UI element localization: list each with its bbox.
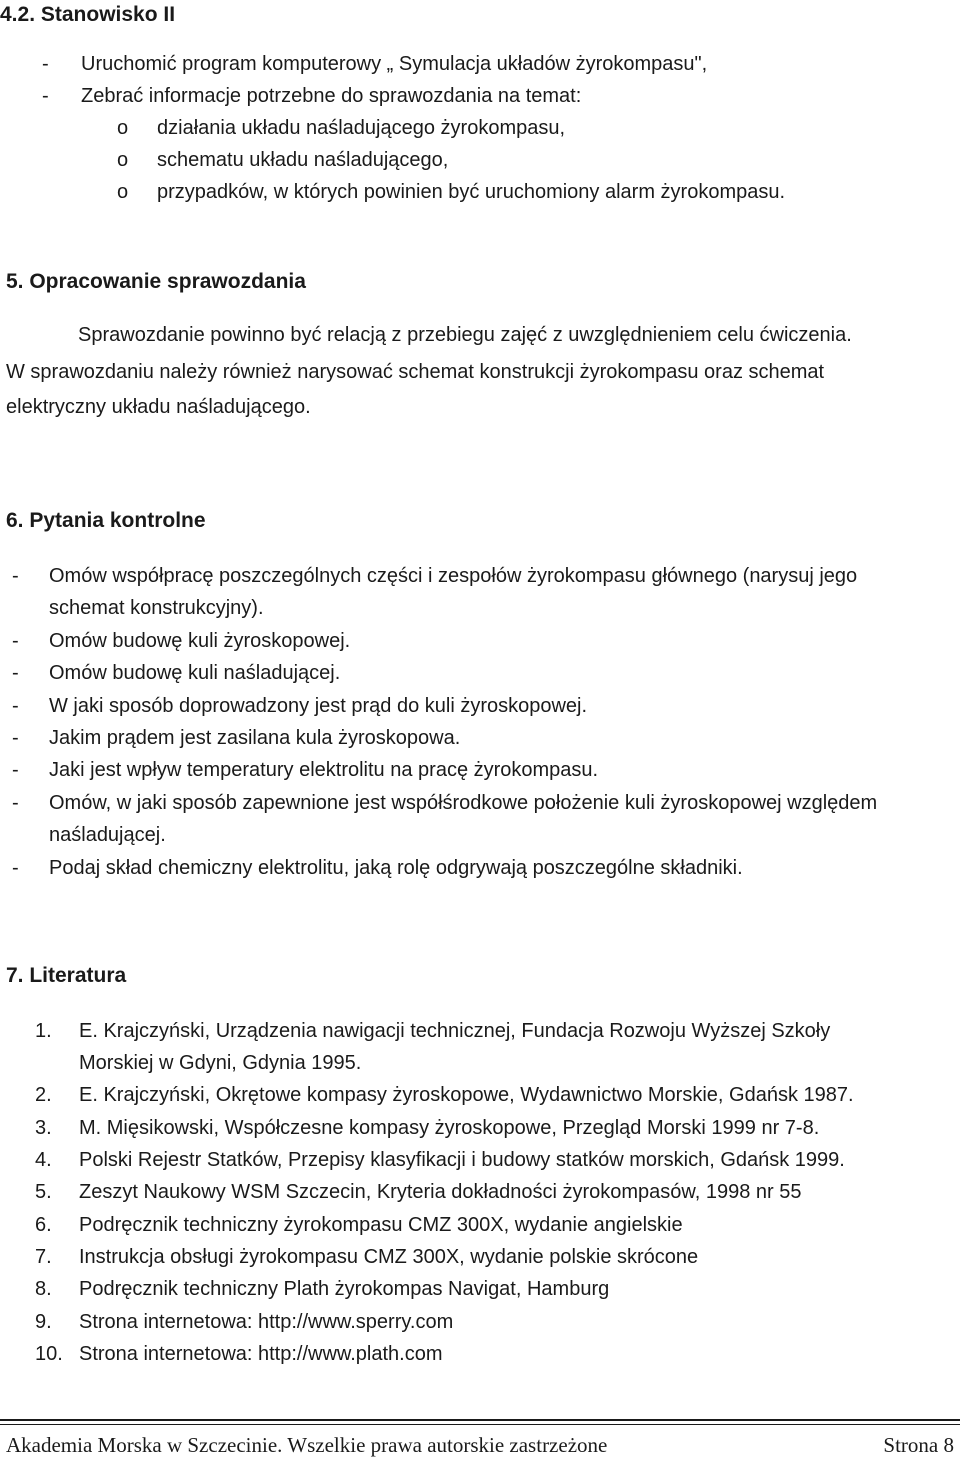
reference-item: Podręcznik techniczny Plath żyrokompas Navigat, Hamburg [79,1278,610,1300]
dash-bullet: - [12,662,19,684]
dash-bullet: - [12,792,19,814]
footer-rule-thin [0,1424,960,1425]
section-4-2-heading: 4.2. Stanowisko II [0,3,176,26]
reference-number: 9. [35,1311,52,1333]
question-item: Omów budowę kuli naśladującej. [49,662,341,684]
reference-item: Zeszyt Naukowy WSM Szczecin, Kryteria dokładności żyrokompasów, 1998 nr 55 [79,1181,802,1203]
footer-rule-thick [0,1419,960,1421]
dash-bullet: - [42,85,49,107]
page-number: Strona 8 [883,1433,954,1457]
reference-item: Instrukcja obsługi żyrokompasu CMZ 300X, wydanie polskie skrócone [79,1246,699,1268]
section-4-2-subitem: działania układu naśladującego żyrokompasu, [157,117,566,139]
reference-number: 5. [35,1181,52,1203]
reference-number: 6. [35,1214,52,1236]
reference-item: E. Krajczyński, Urządzenia nawigacji technicznej, Fundacja Rozwoju Wyższej Szkoły [79,1020,831,1042]
question-item: Omów współpracę poszczególnych części i zespołów żyrokompasu głównego (narysuj jego [49,565,858,587]
section-5-paragraph-line: elektryczny układu naśladującego. [6,396,311,418]
dash-bullet: - [12,727,19,749]
section-4-2-subitem: przypadków, w których powinien być uruchomiony alarm żyrokompasu. [157,181,786,203]
circle-bullet: o [117,149,129,171]
question-item: W jaki sposób doprowadzony jest prąd do kuli żyroskopowej. [49,695,588,717]
reference-number: 7. [35,1246,52,1268]
question-item: Podaj skład chemiczny elektrolitu, jaką rolę odgrywają poszczególne składniki. [49,857,743,879]
question-item: Omów budowę kuli żyroskopowej. [49,630,351,652]
dash-bullet: - [12,565,19,587]
question-item: Jaki jest wpływ temperatury elektrolitu na pracę żyrokompasu. [49,759,599,781]
reference-item: Polski Rejestr Statków, Przepisy klasyfikacji i budowy statków morskich, Gdańsk 1999. [79,1149,845,1171]
section-5-paragraph-line: W sprawozdaniu należy również narysować schemat konstrukcji żyrokompasu oraz schemat [6,361,825,383]
circle-bullet: o [117,181,129,203]
section-4-2-subitem: schematu układu naśladującego, [157,149,449,171]
dash-bullet: - [12,857,19,879]
question-item: Jakim prądem jest zasilana kula żyroskopowa. [49,727,461,749]
section-5-heading: 5. Opracowanie sprawozdania [6,270,306,293]
section-7-heading: 7. Literatura [6,964,127,987]
question-item-continued: schemat konstrukcyjny). [49,597,264,619]
reference-item: Strona internetowa: http://www.sperry.com [79,1311,454,1333]
reference-item: M. Mięsikowski, Współczesne kompasy żyroskopowe, Przegląd Morski 1999 nr 7-8. [79,1117,820,1139]
dash-bullet: - [42,53,49,75]
reference-item: E. Krajczyński, Okrętowe kompasy żyroskopowe, Wydawnictwo Morskie, Gdańsk 1987. [79,1084,854,1106]
dash-bullet: - [12,695,19,717]
reference-number: 2. [35,1084,52,1106]
reference-item: Podręcznik techniczny żyrokompasu CMZ 300X, wydanie angielskie [79,1214,683,1236]
section-4-2-item: Zebrać informacje potrzebne do sprawozdania na temat: [81,85,582,107]
reference-item: Strona internetowa: http://www.plath.com [79,1343,443,1365]
reference-number: 10. [35,1343,63,1365]
section-5-paragraph-line: Sprawozdanie powinno być relacją z przebiegu zajęć z uwzględnieniem celu ćwiczenia. [78,324,852,346]
reference-number: 8. [35,1278,52,1300]
section-4-2-item: Uruchomić program komputerowy „ Symulacja układów żyrokompasu", [81,53,708,75]
reference-item-continued: Morskiej w Gdyni, Gdynia 1995. [79,1052,362,1074]
section-6-heading: 6. Pytania kontrolne [6,509,206,532]
question-item: Omów, w jaki sposób zapewnione jest współśrodkowe położenie kuli żyroskopowej względem [49,792,878,814]
reference-number: 4. [35,1149,52,1171]
reference-number: 1. [35,1020,52,1042]
reference-number: 3. [35,1117,52,1139]
dash-bullet: - [12,630,19,652]
dash-bullet: - [12,759,19,781]
question-item-continued: naśladującej. [49,824,166,846]
circle-bullet: o [117,117,129,139]
footer-copyright: Akademia Morska w Szczecinie. Wszelkie prawa autorskie zastrzeżone [6,1433,608,1457]
